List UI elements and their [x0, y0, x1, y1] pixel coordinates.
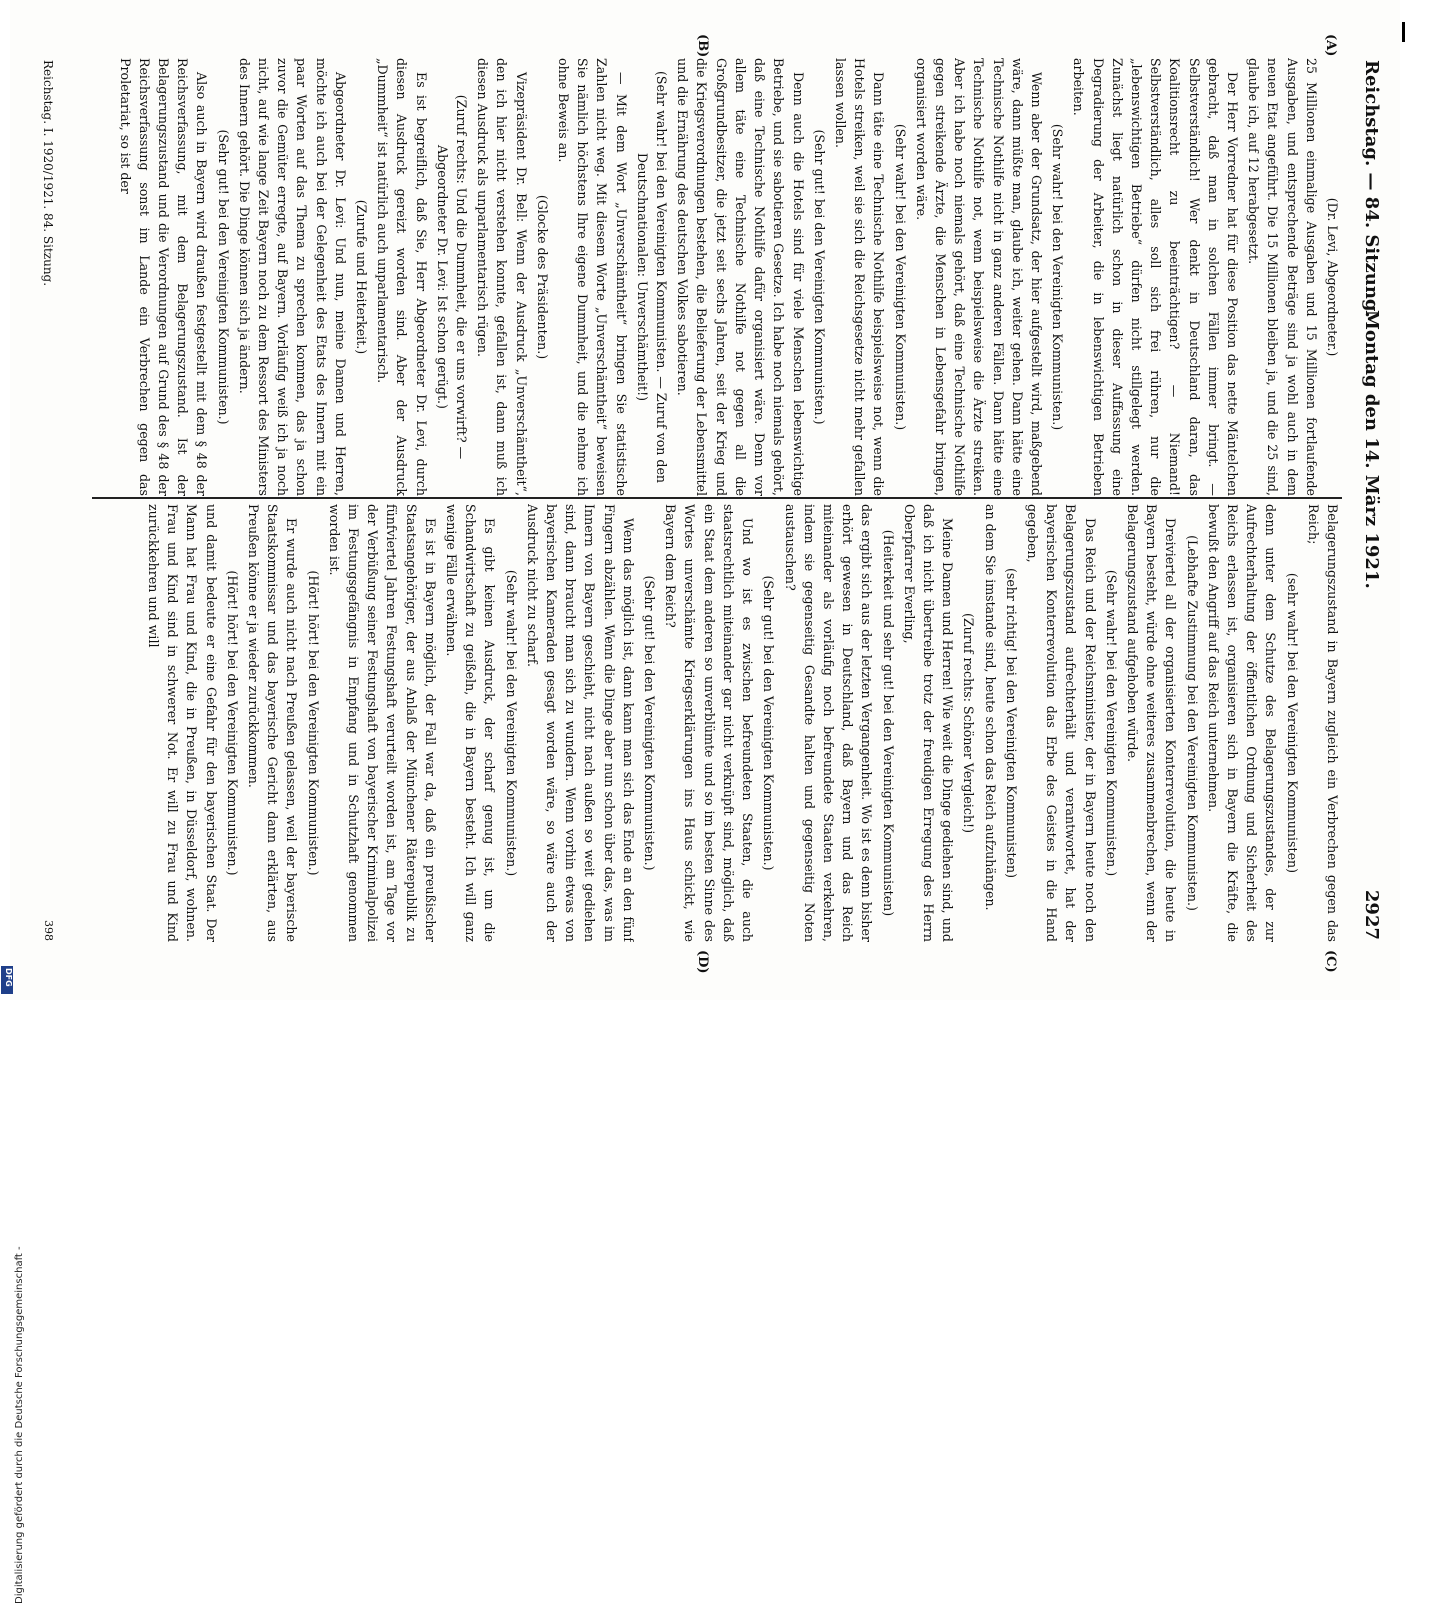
paragraph: Abgeordneter Dr. Levi: Und nun, meine Damen und Herren, möchte ich auch bei der Gelegenheit des Etats des Innern mit ein paar Worten auf das Thema zu sprechen kommen, das ja schon zuvor die Gemüter erregte, auf Bayern. Vorläufig weiß ich ja noch nicht, auf wie lange Zeit Bayern noch zu dem Ressort des Ministers des Innern gehört. Die Dinge können sich ja ändern. — [236, 58, 348, 496]
speaker-label: (Dr. Levi, Abgeordneter.) — [1325, 197, 1340, 357]
interjection: (Heiterkeit und sehr gut! bei den Vereinigten Kommunisten) — [880, 529, 896, 917]
paragraph: Also auch in Bayern wird draußen festgestellt mit dem § 48 der Reichsverfassung, mit dem Belagerungszustand. Ist der Belagerungszustand und die Verordnungen auf Grund des § 48 der Reichsverfassung sonst im Lande ein Verbrechen gegen das Proletariat, so ist der — [117, 58, 210, 496]
paragraph: Dann täte eine Technische Nothilfe beispielsweise not, wenn die Hotels streiken, weil sie sich die Reichsgesetze nicht mehr gefallen lassen wollen. — [832, 58, 887, 496]
page-number: 398 — [42, 920, 55, 941]
paragraph: an dem Sie imstande sind, heute schon das Reich aufzuhängen. — [982, 504, 998, 911]
paragraph: 25 Millionen einmalige Ausgaben und 15 Millionen fortlaufende Ausgaben, und entsprechende Beträge sind ja wohl auch in dem neuen Etat angeführt. Die 15 Millionen bleiben ja, und die 25 sind, glaube ich, auf 12 herabgesetzt. — [1246, 58, 1319, 496]
paragraph: und damit bedeute er eine Gefahr für den bayerischen Staat. Der Mann hat Frau und Kind, die in Preußen, in Düsseldorf, wohnen. Frau und Kind sind in schwerer Not. Er will zu Frau und Kind zurückkehren und will — [146, 504, 219, 942]
page-footer-signature: Reichstag. I. 1920/1921. 84. Sitzung. — [41, 60, 55, 287]
digitization-credit-text: Digitalisierung gefördert durch die Deutsche Forschungsgemeinschaft - — [14, 1246, 25, 1604]
margin-marker-c: (C) — [1323, 950, 1338, 973]
interjection: (Sehr gut! bei den Vereinigten Kommunisten.) — [761, 575, 777, 871]
paragraph: Dreiviertel all der organisierten Konterrevolution, die heute in Bayern besteht, würde ohne weiteres zusammenbrechen, wenn der Belagerungszustand aufgehoben würde. — [1124, 504, 1179, 942]
interjection: (Sehr gut! bei den Vereinigten Kommunisten.) — [215, 129, 231, 425]
digitization-credit — [0, 610, 25, 1604]
interjection: (sehr richtig! bei den Vereinigten Kommunisten) — [1003, 567, 1019, 879]
interjection: (Sehr wahr! bei den Vereinigten Kommunisten.) — [503, 569, 519, 877]
interjection: (Sehr wahr! bei den Vereinigten Kommunisten. — Zuruf von den Deutschnationalen: Unverschämtheit!) — [634, 70, 670, 484]
right-text-column — [42, 504, 1342, 942]
paragraph: Es gibt keinen Ausdruck, der scharf genug ist, um die Schandwirtschaft zu geißeln, die in Bayern besteht. Ich will ganz wenige Fälle erwähnen. — [444, 504, 498, 942]
margin-marker-d: (D) — [695, 950, 710, 974]
interjection: (Sehr wahr! bei den Vereinigten Kommunisten.) — [892, 123, 908, 431]
paragraph: Das Reich und der Reichsminister, der in Bayern heute noch den Belagerungszustand aufrechterhält und verantwortet, hat der bayerischen Konterrevolution das Erbe des Geistes in die Hand gegeben, — [1024, 504, 1098, 942]
paragraph: das ergibt sich aus der letzten Vergangenheit. Wo ist es denn bisher erhört gewesen in Deutschland, daß Bayern und das Reich miteinander als vorläufig noch befreundete Staaten verkehren, indem sie gegenseitig Gesandte halten und gegenseitig Noten austauschen? — [782, 504, 875, 942]
paragraph: Denn auch die Hotels sind für viele Menschen lebenswichtige Betriebe, und sie sabotieren Gesetze. Ich habe noch niemals gehört, daß eine Technische Nothilfe dafür organisiert wäre. Denn vor allem täte eine Technische Nothilfe not gegen all die Großgrundbesitzer, die jetzt seit sechs Jahren, seit der Krieg und die Kriegsverordnungen bestehen, die Belieferung der Lebensmittel und die Ernährung des deutschen Volkes sabotieren. — [675, 58, 806, 496]
paragraph: — Mit dem Wort „Unverschämtheit“ bringen Sie statistische Zahlen nicht weg. Mit diesem Worte „Unverschämtheit“ beweisen Sie nämlich höchstens Ihre eigene Dummheit, und die nehme ich ohne Beweis an. — [556, 58, 629, 496]
interjection: (Zuruf rechts: Und die Dummheit, die er uns vorwirft? — Abgeordneter Dr. Levi: Ist schon gerügt.) — [434, 94, 470, 460]
header-date: Montag den 14. März 1921. — [1361, 310, 1382, 589]
crop-mark — [1402, 22, 1405, 42]
paragraph: Wenn aber der Grundsatz, der hier aufgestellt wird, maßgebend wäre, dann müßte man, glaube ich, weiter gehen. Dann hätte eine Technische Nothilfe nicht in ganz anderen Fällen. Dann hätte eine Technische Nothilfe not, wenn beispielsweise die Ärzte streiken. Aber ich habe noch niemals gehört, daß eine Technische Nothilfe gegen streikende Ärzte, die Menschen in Lebensgefahr bringen, organisiert worden wäre. — [913, 58, 1044, 496]
margin-marker-a: (A) — [1323, 34, 1338, 57]
interjection: (Sehr gut! bei den Vereinigten Kommunisten.) — [642, 575, 658, 871]
paragraph: Es ist in Bayern möglich, der Fall war da, daß ein preußischer Staatsangehöriger, der aus Anlaß der Münchener Räterepublik zu fünfviertel Jahren Festungshaft verurteilt worden ist, am Tage vor der Verbüßung seiner Festungshaft von bayerischer Kriminalpolizei im Festungsgefängnis in Empfang und in Schutzhaft genommen worden ist. — [326, 504, 438, 942]
column-divider — [92, 497, 1342, 499]
newspaper-page-scan — [10, 0, 1400, 1000]
interjection: (Hört! hört! bei den Vereinigten Kommunisten.) — [305, 570, 321, 876]
dfg-logo-text: DFG — [4, 968, 13, 987]
margin-marker-b: (B) — [695, 34, 710, 58]
paragraph: Er wurde auch nicht nach Preußen gelassen, weil der bayerische Staatskommissar und das bayerische Gericht dann erklärten, aus Preußen könne er ja wieder zurückkommen. — [246, 504, 300, 942]
interjection: (Sehr wahr! bei den Vereinigten Kommunisten.) — [1103, 569, 1119, 877]
interjection: (Hört! hört! bei den Vereinigten Kommunisten.) — [224, 570, 240, 876]
left-text-column — [42, 58, 1342, 496]
interjection: (Zurufe und Heiterkeit.) — [354, 199, 370, 355]
interjection: (Zuruf rechts: Schöner Vergleich!) — [961, 612, 977, 834]
paragraph: Wenn das möglich ist, dann kann man sich das Ende an den fünf Fingern abzählen. Wenn die Dinge aber nun schon über das, was im Innern von Bayern geschieht, nicht nach außen so weit gediehen sind, dann braucht man sich zu wundern. Wenn vorhin etwas von bayerischen Kameraden gesagt worden wäre, so wäre auch der Ausdruck nicht zu scharf. — [524, 504, 636, 942]
dfg-logo — [1, 966, 13, 994]
interjection: (Sehr wahr! bei den Vereinigten Kommunisten.) — [1050, 123, 1066, 431]
paragraph: Vizepräsident Dr. Bell: Wenn der Ausdruck „Unverschämtheit“, den ich hier nicht verstehen konnte, gefallen ist, dann muß ich diesen Ausdruck als unparlamentarisch rügen. — [475, 58, 529, 496]
paragraph: Der Herr Vorredner hat für diese Position das nette Mäntelchen gebracht, daß man in solchen Fällen immer bringt. — Selbstverständlich! Wer denkt in Deutschland daran, das Koalitionsrecht zu beeinträchtigen? — Niemand! Selbstverständlich, alles soll sich frei rühren, nur die „lebenswichtigen Betriebe“ dürfen nicht stillgelegt werden. Zunächst liegt natürlich schon in dieser Auffassung eine Degradierung der Arbeiter, die in lebenswichtigen Betrieben arbeiten. — [1071, 58, 1240, 496]
paragraph: denn unter dem Schutze des Belagerungszustandes, der zur Aufrechterhaltung der öffentlichen Ordnung und Sicherheit des Reichs erlassen ist, organisieren sich in Bayern die Kräfte, die bewußt den Angriff auf das Reich unternehmen. — [1205, 504, 1279, 942]
paragraph: Meine Damen und Herren! Wie weit die Dinge gediehen sind, und daß ich nicht übertreibe trotz der freudigen Erregung des Herrn Oberpfarrer Everling, — [901, 504, 956, 942]
paragraph: Es ist begreiflich, daß Sie, Herr Abgeordneter Dr. Levi, durch diesen Ausdruck gereizt worden sind. Aber der Ausdruck „Dummheit“ ist natürlich auch unparlamentarisch. — [375, 58, 429, 496]
interjection: (Lebhafte Zustimmung bei den Vereinigten Kommunisten.) — [1184, 535, 1200, 911]
interjection: (sehr wahr! bei den Vereinigten Kommunisten) — [1284, 572, 1300, 874]
header-column-number: 2927 — [1361, 889, 1382, 940]
interjection: (Sehr gut! bei den Vereinigten Kommunisten.) — [811, 129, 827, 425]
paragraph: Belagerungszustand in Bayern zugleich ein Verbrechen gegen das Reich; — [1305, 504, 1340, 942]
page-header — [1352, 60, 1382, 940]
interjection: (Glocke des Präsidenten.) — [534, 194, 550, 360]
header-session: Reichstag. — 84. Sitzung. — [1361, 60, 1382, 318]
paragraph: Und wo ist es zwischen befreundeten Staaten, die auch staatsrechtlich miteinander gar nicht verknüpft sind, möglich, daß ein Staat dem anderen so unverblümte und so im besten Sinne des Wortes unverschämte Kriegserklärungen ins Haus schickt, wie Bayern dem Reich? — [663, 504, 756, 942]
